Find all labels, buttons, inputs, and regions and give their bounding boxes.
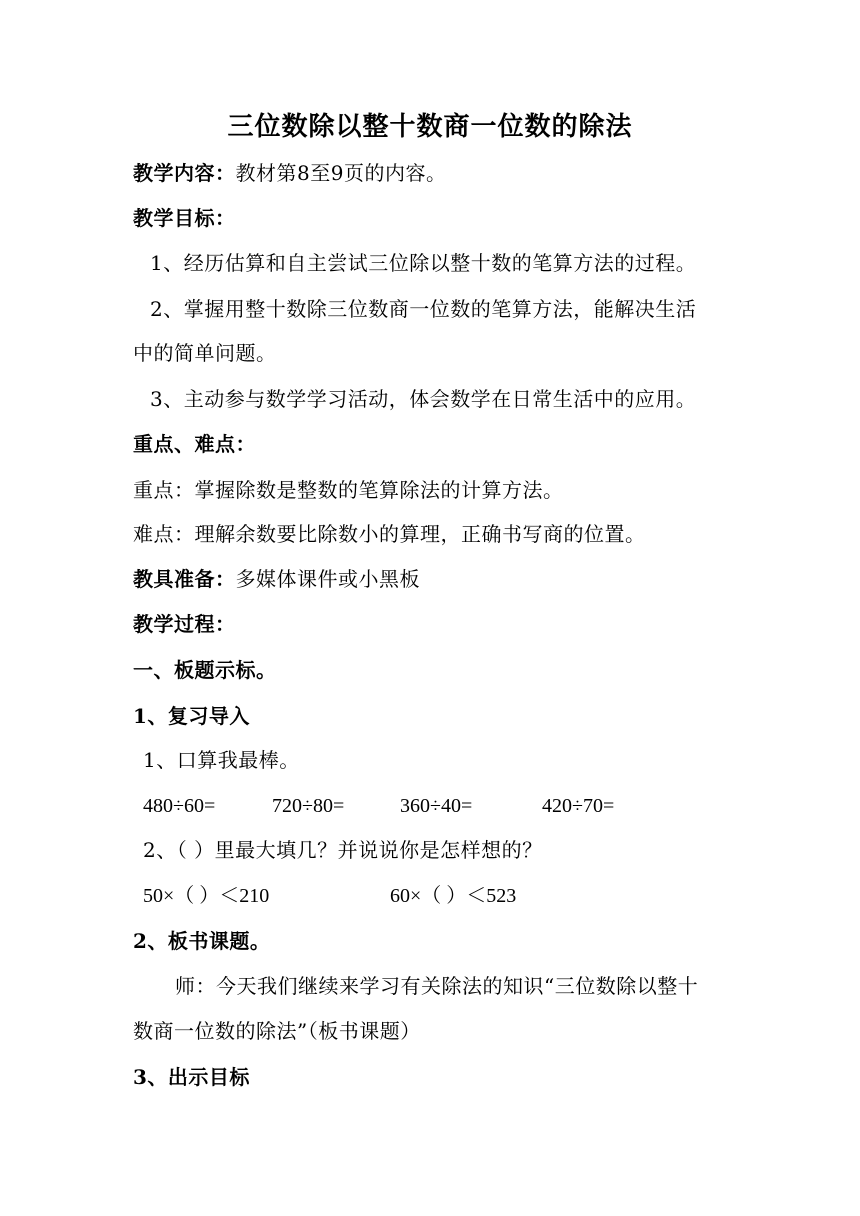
- equation-1: 480÷60=: [143, 795, 216, 817]
- equation-3: 360÷40=: [400, 795, 473, 817]
- tools-line: [133, 566, 420, 592]
- inequality-1: 50×（ ）＜210: [143, 885, 270, 907]
- inequality-2: 60×（ ）＜523: [390, 885, 517, 907]
- objective-2-line-1: 2、掌握用整十数除三位数商一位数的笔算方法，能解决生活: [150, 297, 697, 321]
- teaching-content-line: [133, 160, 446, 186]
- difficult-point: 难点：理解余数要比除数小的算理，正确书写商的位置。: [133, 522, 646, 546]
- tools-text: 多媒体课件或小黑板: [235, 567, 420, 591]
- equation-2: 720÷80=: [272, 795, 345, 817]
- process-heading: 教学过程：: [133, 612, 236, 636]
- objectives-heading: 教学目标：: [133, 206, 236, 230]
- section-1-heading: 一、板题示标。: [133, 658, 277, 682]
- objective-3: 3、主动参与数学学习活动，体会数学在日常生活中的应用。: [150, 387, 697, 411]
- teaching-content-label: 教学内容：: [133, 161, 236, 185]
- objective-1: 1、经历估算和自主尝试三位除以整十数的笔算方法的过程。: [150, 251, 697, 275]
- teaching-content-text: 教材第8至9页的内容。: [235, 161, 447, 185]
- step-3-heading: 3、出示目标: [133, 1065, 250, 1089]
- key-points-heading: 重点、难点：: [133, 432, 256, 456]
- teacher-line-1: 师：今天我们继续来学习有关除法的知识“三位数除以整十: [175, 974, 699, 998]
- objective-2-line-2: 中的简单问题。: [133, 341, 277, 365]
- tools-label: 教具准备：: [133, 567, 236, 591]
- teacher-line-2: 数商一位数的除法”（板书课题）: [133, 1019, 421, 1043]
- fill-question: 2、（ ）里最大填几？并说说你是怎样想的？: [143, 838, 543, 862]
- equation-4: 420÷70=: [542, 795, 615, 817]
- step-2-heading: 2、板书课题。: [133, 929, 271, 953]
- step-1-heading: 1、复习导入: [133, 704, 250, 728]
- key-point: 重点：掌握除数是整数的笔算除法的计算方法。: [133, 478, 564, 502]
- oral-calc-prompt: 1、口算我最棒。: [143, 748, 300, 772]
- document-title: 三位数除以整十数商一位数的除法: [227, 112, 633, 142]
